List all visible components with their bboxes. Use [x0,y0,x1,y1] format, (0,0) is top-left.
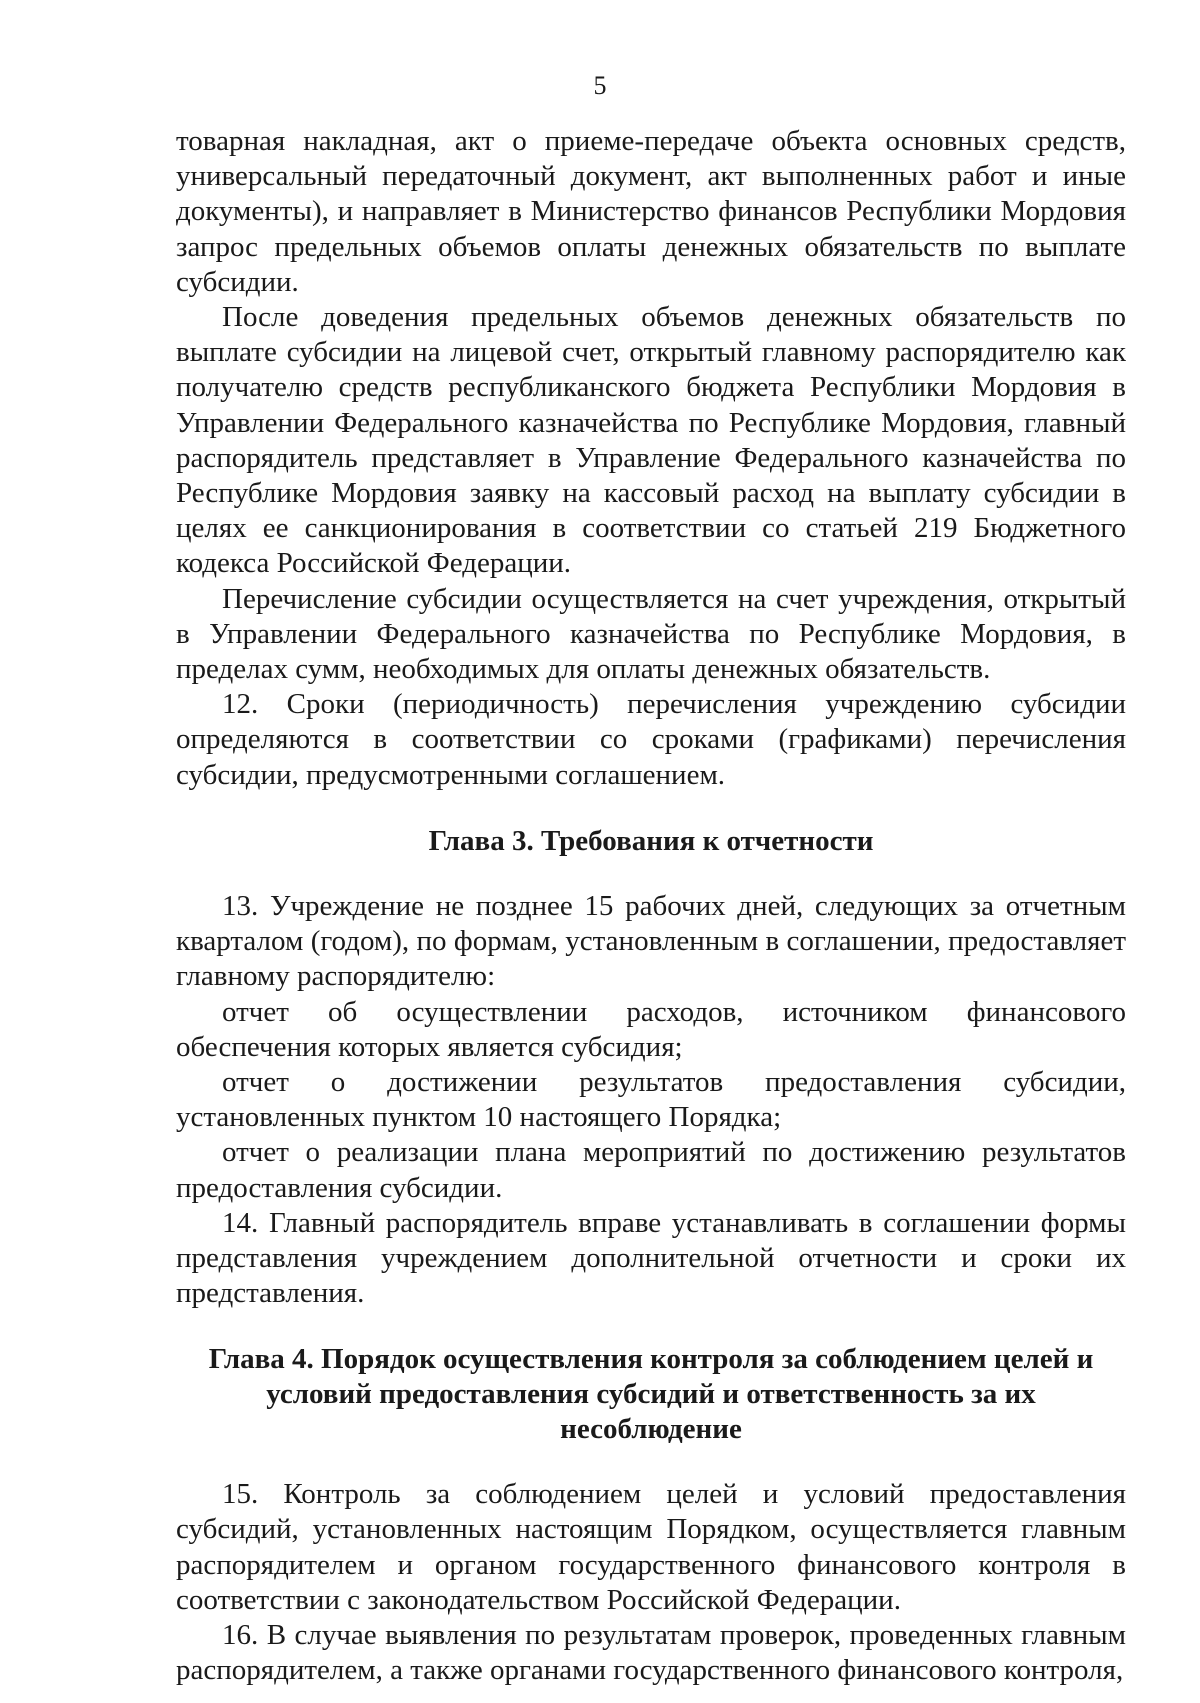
paragraph-continuation: товарная накладная, акт о приеме-передаче объекта основных средств, универсальный передаточный документ, акт выполненных работ и иные документы), и направляет в Министерство финансов Республики Мордовия запрос предельных объемов оплаты денежных обязательств по выплате субсидии. [176,125,1126,298]
paragraph-report-plan: отчет о реализации плана мероприятий по достижению результатов предоставления субсидии. [176,1136,1126,1204]
paragraph-transfer: Перечисление субсидии осуществляется на счет учреждения, открытый в Управлении Федерального казначейства по Республике Мордовия, в пределах сумм, необходимых для оплаты денежных обязательств. [176,582,1126,686]
paragraph-item-12: 12. Сроки (периодичность) перечисления учреждению субсидии определяются в соответствии со сроками (графиками) перечисления субсидии, предусмотренными соглашением. [176,688,1126,791]
chapter-4-heading-line-2: условий предоставления субсидий и ответственность за их несоблюдение [266,1377,1036,1445]
chapter-4-heading-line-1: Глава 4. Порядок осуществления контроля за соблюдением целей и [208,1342,1094,1375]
paragraph-item-16: 16. В случае выявления по результатам проверок, проведенных главным распорядителем, а также органами государственного финансового контроля, [176,1618,1126,1687]
chapter-4-heading [176,1342,1126,1448]
paragraph-report-expenses: отчет об осуществлении расходов, источником финансового обеспечения которых является субсидия; [176,995,1126,1063]
page-body [176,124,1126,1688]
paragraph-item-15: 15. Контроль за соблюдением целей и условий предоставления субсидий, установленных настоящим Порядком, осуществляется главным распорядителем и органом государственного финансового контроля в соответствии с законодательством Российской Федерации. [176,1478,1126,1616]
chapter-3-heading: Глава 3. Требования к отчетности [428,824,874,857]
paragraph-report-results: отчет о достижении результатов предоставления субсидии, установленных пунктом 10 настоящего Порядка; [176,1066,1126,1134]
paragraph-item-14: 14. Главный распорядитель вправе устанавливать в соглашении формы представления учреждением дополнительной отчетности и сроки их представления. [176,1206,1126,1310]
page-number: 5 [593,71,607,100]
paragraph-item-13: 13. Учреждение не позднее 15 рабочих дней, следующих за отчетным кварталом (годом), по формам, установленным в соглашении, предоставляет главному распорядителю: [176,890,1126,993]
paragraph-limits: После доведения предельных объемов денежных обязательств по выплате субсидии на лицевой счет, открытый главному распорядителю как получателю средств республиканского бюджета Республики Мордовия в Управлении Федерального казначейства по Республике Мордовия, главный распорядитель представляет в Управление Федерального казначейства по Республике Мордовия заявку на кассовый расход на выплату субсидии в целях ее санкционирования в соответствии со статьей 219 Бюджетного кодекса Российской Федерации. [176,301,1126,580]
